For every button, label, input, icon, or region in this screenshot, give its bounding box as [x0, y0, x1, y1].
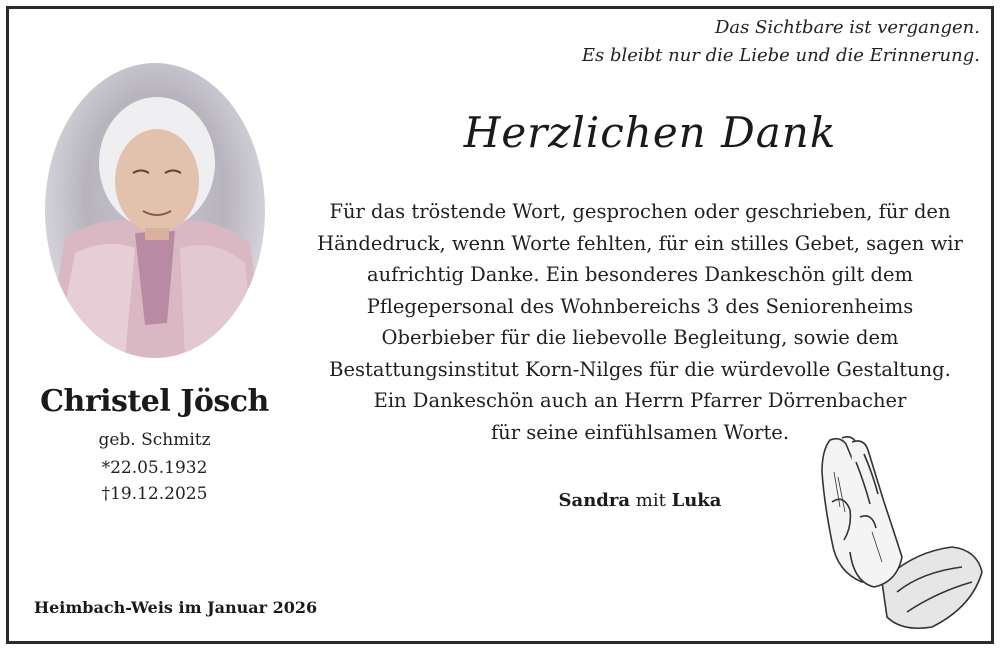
page-title: Herzlichen Dank	[463, 108, 837, 157]
place-date: Heimbach-Weis im Januar 2026	[34, 598, 318, 617]
text-line: Für das tröstende Wort, gesprochen oder geschrieben, für den	[329, 200, 951, 223]
text-line: Pflegepersonal des Wohnbereichs 3 des Seniorenheims	[366, 294, 914, 318]
thank-you-text	[300, 196, 980, 448]
text-line: aufrichtig Danke. Ein besonderes Dankeschön gilt dem	[366, 263, 914, 286]
text-line: Ein Dankeschön auch an Herrn Pfarrer Dörrenbacher	[373, 389, 907, 412]
deceased-name: Christel Jösch	[40, 384, 269, 419]
praying-hands-icon	[812, 432, 984, 632]
death-date: †19.12.2025	[101, 484, 208, 504]
signature-joiner: mit	[635, 490, 666, 511]
portrait-photo	[45, 63, 265, 358]
text-line: Bestattungsinstitut Korn-Nilges für die würdevolle Gestaltung.	[329, 357, 951, 381]
motto	[582, 14, 980, 70]
signer-2: Luka	[671, 490, 722, 511]
motto-line-1: Das Sichtbare ist vergangen.	[714, 17, 980, 38]
signer-1: Sandra	[558, 490, 631, 511]
birth-date: *22.05.1932	[101, 458, 208, 478]
text-line: Händedruck, wenn Worte fehlten, für ein stilles Gebet, sagen wir	[317, 231, 963, 255]
text-line: Oberbieber für die liebevolle Begleitung, sowie dem	[381, 326, 899, 349]
birth-name: geb. Schmitz	[98, 430, 211, 450]
text-line: für seine einfühlsamen Worte.	[490, 420, 790, 444]
motto-line-2: Es bleibt nur die Liebe und die Erinnerung.	[581, 45, 980, 66]
